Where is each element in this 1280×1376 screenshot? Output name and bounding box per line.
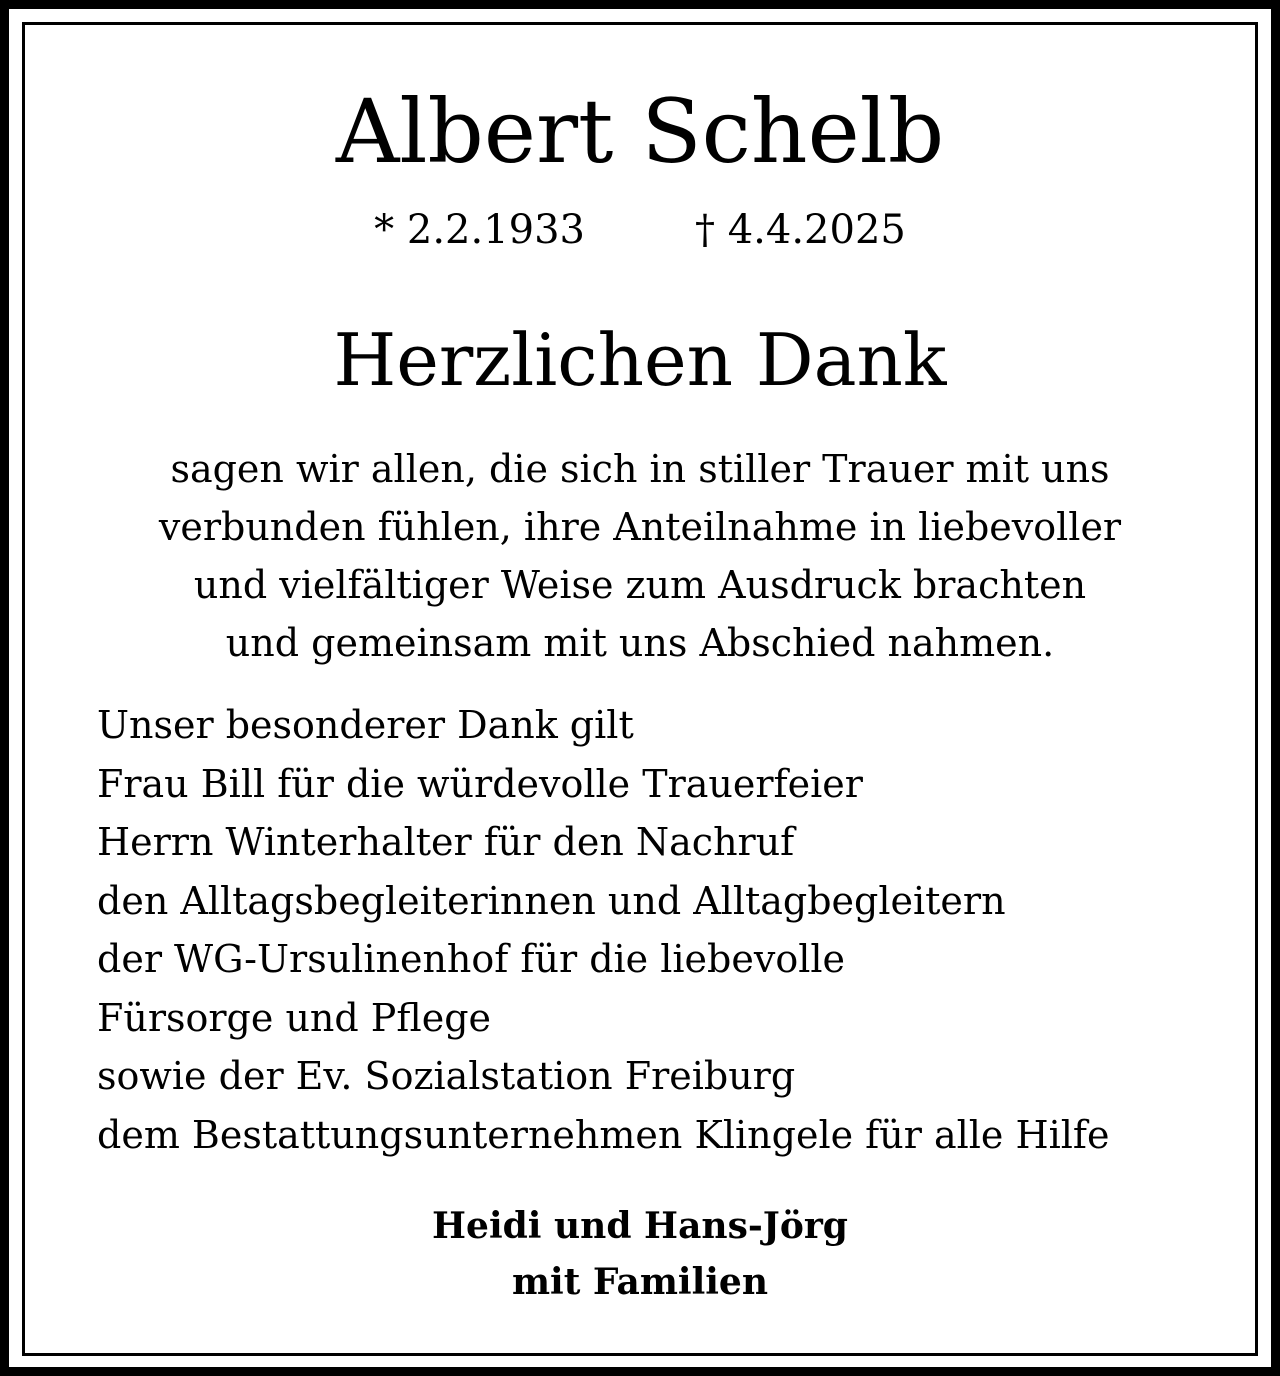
thanks-line: sowie der Ev. Sozialstation Freiburg xyxy=(97,1054,796,1098)
thanks-line: Fürsorge und Pflege xyxy=(97,995,492,1040)
life-dates xyxy=(0,202,1280,258)
thanks-line: den Alltagsbegleiterinnen und Alltagbegleitern xyxy=(97,878,1006,923)
thanks-heading: Herzlichen Dank xyxy=(333,318,947,402)
intro-line: sagen wir allen, die sich in stiller Trauer mit uns xyxy=(170,447,1110,491)
thanks-line: dem Bestattungsunternehmen Klingele für alle Hilfe xyxy=(97,1112,1110,1157)
intro-line: und vielfältiger Weise zum Ausdruck brachten xyxy=(193,563,1087,607)
birth-date: * 2.2.1933 xyxy=(374,207,585,253)
signature-line: mit Familien xyxy=(511,1261,769,1303)
thanks-line: Herrn Winterhalter für den Nachruf xyxy=(97,820,795,864)
special-thanks-list xyxy=(97,696,1217,1164)
intro-line: und gemeinsam mit uns Abschied nahmen. xyxy=(225,621,1055,665)
deceased-name: Albert Schelb xyxy=(335,80,945,183)
signature-line: Heidi und Hans-Jörg xyxy=(432,1205,848,1247)
death-date: † 4.4.2025 xyxy=(695,207,906,253)
intro-paragraph xyxy=(0,440,1280,672)
intro-line: verbunden fühlen, ihre Anteilnahme in liebevoller xyxy=(158,505,1122,549)
thanks-line: Frau Bill für die würdevolle Trauerfeier xyxy=(97,761,863,806)
thanks-line: der WG-Ursulinenhof für die liebevolle xyxy=(97,937,845,981)
thanks-line: Unser besonderer Dank gilt xyxy=(97,703,634,747)
signature xyxy=(0,1198,1280,1310)
